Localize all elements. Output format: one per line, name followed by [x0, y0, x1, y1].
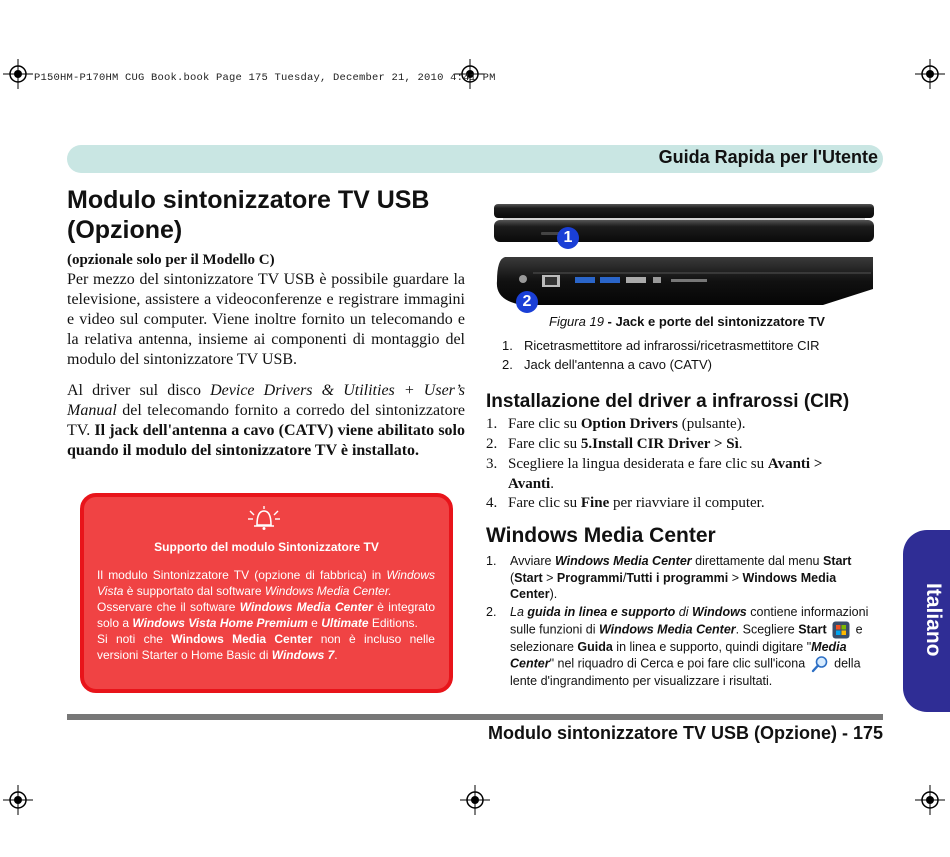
alarm-bell-icon [246, 505, 282, 531]
callout-2: 2 [516, 291, 538, 313]
note-title: Supporto del modulo Sintonizzatore TV [154, 540, 379, 554]
wmc-section-heading: Windows Media Center [486, 524, 716, 547]
note-line-3: Si noti che Windows Media Center non è incluso nelle versioni Starter o Home Basic di Windows 7. [97, 632, 435, 662]
crop-mark-bottom-left [3, 785, 33, 815]
subtitle: (opzionale solo per il Modello C) [67, 252, 275, 268]
callout-1: 1 [557, 227, 579, 249]
figure-caption: Figura 19 - Jack e porte del sintonizzatore TV [549, 314, 825, 329]
driver-paragraph [67, 381, 465, 461]
wmc-step-1: 1. Avviare Windows Media Center direttamente dal menu Start (Start > Programmi/Tutti i programmi > Windows Media Center). [486, 554, 852, 601]
note-body [97, 567, 435, 663]
figure-item-2: 2. Jack dell'antenna a cavo (CATV) [502, 357, 712, 372]
laptop-side-image [493, 255, 875, 310]
note-line-2: Osservare che il software Windows Media Center è integrato solo a Windows Vista Home Premium e Ultimate Editions. [97, 600, 435, 630]
ir-section-heading: Installazione del driver a infrarossi (CIR) [486, 391, 850, 412]
crop-mark-top-right [915, 59, 945, 89]
ir-step-3: 3. Scegliere la lingua desiderata e fare clic su Avanti > Avanti. [486, 456, 823, 492]
windows-start-icon [832, 621, 850, 639]
magnifier-icon [811, 655, 829, 673]
crop-mark-bottom-center [460, 785, 490, 815]
driver-text-1: Al driver sul disco [67, 382, 211, 399]
print-header: P150HM-P170HM CUG Book.book Page 175 Tuesday, December 21, 2010 4:41 PM [34, 72, 496, 84]
side-tab-label: Italiano [922, 583, 945, 657]
intro-paragraph: Per mezzo del sintonizzatore TV USB è possibile guardare la televisione, assistere a videoconferenze e registrare immagini e video sul computer. Viene inoltre fornito un telecomando e la relativa antenna, insieme ai componenti di montaggio del modulo del sintonizzatore TV USB. [67, 271, 465, 368]
wmc-step-2: 2. La guida in linea e supporto di Windows contiene informazioni sulle funzioni di Windows Media Center. Scegliere Start e selezionare Guida in linea e supporto, quindi digitare "Media Center" nel riquadro di Cerca e poi fare clic sull'icona della lente d'ingrandimento per visualizzare i risultati. [486, 605, 869, 688]
page-title: Modulo sintonizzatore TV USB (Opzione) [67, 186, 430, 244]
crop-mark-top-left [3, 59, 33, 89]
header-title: Guida Rapida per l'Utente [658, 147, 878, 167]
laptop-front-image [493, 202, 875, 250]
driver-disc-name: Device Drivers & Utilities + User’s Manual [67, 382, 465, 419]
ir-step-4: 4. Fare clic su Fine per riavviare il computer. [486, 495, 765, 511]
crop-mark-bottom-right [915, 785, 945, 815]
figure-item-1: 1. Ricetrasmettitore ad infrarossi/ricetrasmettitore CIR [502, 338, 820, 353]
driver-text-2: del telecomando fornito a corredo del sintonizzatore TV. [67, 402, 465, 439]
footer-title: Modulo sintonizzatore TV USB (Opzione) - 175 [487, 723, 883, 743]
note-line-1: Il modulo Sintonizzatore TV (opzione di fabbrica) in Windows Vista è supportato dal software Windows Media Center. [97, 568, 435, 598]
footer-rule [67, 714, 883, 720]
ir-step-2: 2. Fare clic su 5.Install CIR Driver > Sì. [486, 436, 743, 452]
driver-catv-note: Il jack dell'antenna a cavo (CATV) viene abilitato solo quando il modulo del sintonizzatore TV è installato. [67, 422, 465, 459]
ir-step-1: 1. Fare clic su Option Drivers (pulsante). [486, 416, 746, 432]
